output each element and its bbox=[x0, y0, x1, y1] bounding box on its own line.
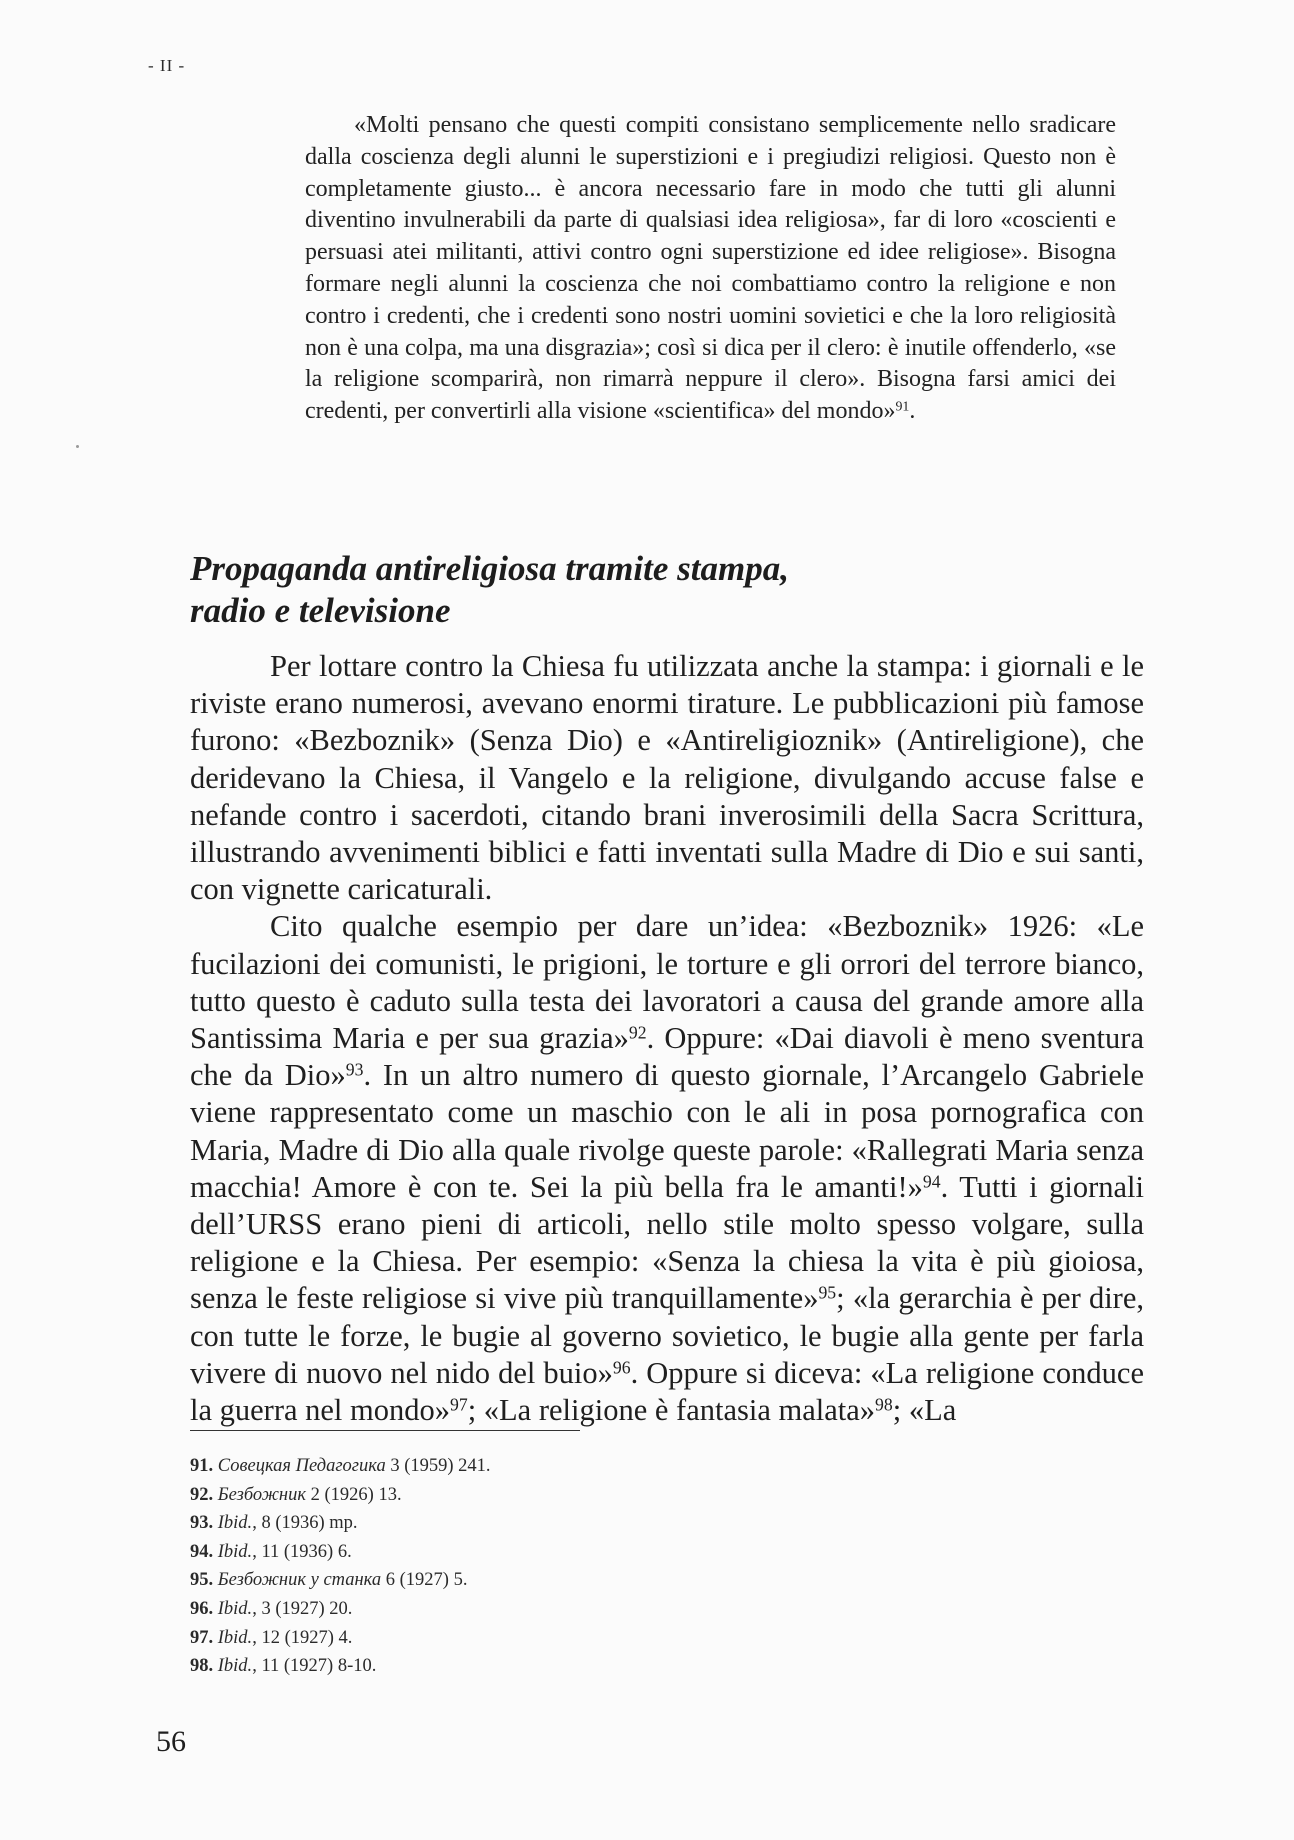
footnote-detail: , 8 (1936) mp. bbox=[252, 1513, 358, 1534]
footnote-ref-92[interactable]: 92 bbox=[628, 1022, 647, 1043]
footnote-ref-91[interactable]: 91 bbox=[895, 399, 910, 415]
block-quote-text: «Molti pensano che questi compiti consistano semplicemente nello sradicare dalla coscienza degli alunni le superstizioni e i pregiudizi religiosi. Questo non è completamente giusto... è ancora necessario fare in modo che tutti gli alunni diventino invulnerabili da parte di qualsiasi idea religiosa», far di loro «coscienti e persuasi atei militanti, attivi contro ogni superstizione ed idee religiose». Bisogna formare negli alunni la coscienza che noi combattiamo contro la religione e non contro i credenti, che i credenti sono nostri uomini sovietici e che la loro religiosità non è una colpa, ma una disgrazia»; così si dica per il clero: è inutile offenderlo, «se la religione scomparirà, non rimarrà neppure il clero». Bisogna farsi amici dei credenti, per convertirli alla visione «scientifica» del mondo» bbox=[305, 112, 1116, 425]
footnote-source: Ibid. bbox=[217, 1513, 253, 1534]
footnote-item bbox=[190, 1538, 890, 1567]
footnote-item bbox=[190, 1652, 890, 1681]
paragraph-2-segment: . Tutti i giornali dell’URSS erano pieni di articoli, nello stile molto spesso volgare, sulla religione e la Chiesa. Per esempio: «Senza la chiesa la vita è più gioiosa, senza le feste religiose si vive più tranquillamente» bbox=[190, 1169, 1144, 1316]
paragraph-2-segment: . Oppure: «Dai diavoli è meno sventura che da Dio» bbox=[190, 1021, 1144, 1093]
paragraph-2-segment: . Oppure si diceva: «La religione conduce la guerra nel mondo» bbox=[190, 1355, 1144, 1428]
footnote-item bbox=[190, 1509, 890, 1538]
paragraph-2-segment: ; «La bbox=[892, 1393, 957, 1428]
section-heading bbox=[190, 548, 1120, 632]
page-number: 56 bbox=[156, 1725, 186, 1758]
footnote-source: Ibid. bbox=[217, 1598, 253, 1619]
footnote-source: Ibid. bbox=[217, 1541, 253, 1562]
footnote-ref-93[interactable]: 93 bbox=[345, 1059, 364, 1080]
paragraph-2-segment: ; «La religione è fantasia malata» bbox=[467, 1393, 876, 1428]
footnote-number: 96. bbox=[190, 1598, 214, 1619]
footnote-number: 92. bbox=[190, 1484, 214, 1505]
running-head: - II - bbox=[148, 56, 186, 75]
footnote-number: 94. bbox=[190, 1541, 214, 1562]
footnote-detail: , 12 (1927) 4. bbox=[252, 1627, 353, 1648]
footnote-item bbox=[190, 1595, 890, 1624]
paragraph-1: Per lottare contro la Chiesa fu utilizzata anche la stampa: i giornali e le riviste erano numerosi, avevano enormi tirature. Le pubblicazioni più famose furono: «Bezboznik» (Senza Dio) e «Antireligioznik» (Antireligione), che deridevano la Chiesa, il Vangelo e la religione, divulgando accuse false e nefande contro i sacerdoti, citando brani inverosimili della Sacra Scrittura, illustrando avvenimenti biblici e fatti inventati sulla Madre di Dio e sui santi, con vignette caricaturali. bbox=[190, 649, 1144, 907]
footnote-source: Ibid. bbox=[217, 1627, 253, 1648]
footnote-item bbox=[190, 1481, 890, 1510]
footnote-item bbox=[190, 1566, 890, 1595]
footnote-ref-97[interactable]: 97 bbox=[450, 1394, 468, 1415]
footnote-detail: 6 (1927) 5. bbox=[381, 1570, 468, 1591]
footnote-source: Безбожник bbox=[217, 1484, 306, 1505]
footnote-ref-98[interactable]: 98 bbox=[875, 1394, 893, 1415]
footnote-source: Безбожник у станка bbox=[217, 1570, 382, 1591]
footnote-source: Ibid. bbox=[217, 1656, 253, 1677]
paragraph-2-segment: Cito qualche esempio per dare un’idea: «Bezboznik» 1926: «Le fucilazioni dei comunisti, le prigioni, le torture e gli orrori del terrore bianco, tutto questo è caduto sulla testa dei lavoratori a causa del grande amore alla Santissima Maria e per sua grazia» bbox=[190, 909, 1144, 1056]
footnote-detail: , 11 (1936) 6. bbox=[252, 1541, 352, 1562]
footnote-ref-96[interactable]: 96 bbox=[612, 1357, 631, 1378]
block-quote-end: . bbox=[909, 398, 916, 425]
footnote-number: 93. bbox=[190, 1513, 214, 1534]
footnote-item bbox=[190, 1624, 890, 1653]
footnote-divider bbox=[190, 1430, 580, 1431]
footnote-detail: 3 (1959) 241. bbox=[385, 1456, 491, 1476]
footnote-detail: 2 (1926) 13. bbox=[306, 1484, 402, 1505]
footnotes-list bbox=[190, 1452, 890, 1681]
body-text bbox=[190, 648, 1144, 1429]
footnote-ref-94[interactable]: 94 bbox=[922, 1171, 941, 1192]
paragraph-2-segment: . In un altro numero di questo giornale, l’Arcangelo Gabriele viene rappresentato come un maschio con le ali in posa pornografica con Maria, Madre di Dio alla quale rivolge queste parole: «Rallegrati Maria senza macchia! Amore è con te. Sei la più bella fra le amanti!» bbox=[190, 1058, 1144, 1204]
block-quote bbox=[305, 110, 1116, 428]
footnote-number: 98. bbox=[190, 1656, 214, 1677]
scan-speck bbox=[76, 445, 79, 448]
footnote-number: 97. bbox=[190, 1627, 214, 1648]
paragraph-2 bbox=[190, 908, 1144, 1429]
footnote-number: 91. bbox=[190, 1456, 214, 1476]
footnote-source: Совецкая Педагогика bbox=[217, 1456, 386, 1476]
footnote-item bbox=[190, 1452, 890, 1481]
section-heading-line-2: radio e televisione bbox=[190, 591, 451, 630]
footnote-number: 95. bbox=[190, 1570, 214, 1591]
footnote-detail: , 11 (1927) 8-10. bbox=[252, 1656, 377, 1677]
footnote-detail: , 3 (1927) 20. bbox=[252, 1598, 353, 1619]
footnote-ref-95[interactable]: 95 bbox=[818, 1282, 837, 1303]
section-heading-line-1: Propaganda antireligiosa tramite stampa, bbox=[190, 549, 789, 588]
paragraph-2-segment: ; «la gerarchia è per dire, con tutte le forze, le bugie al governo sovietico, le bugie alla gente per farla vivere di nuovo nel nido del buio» bbox=[190, 1281, 1144, 1390]
